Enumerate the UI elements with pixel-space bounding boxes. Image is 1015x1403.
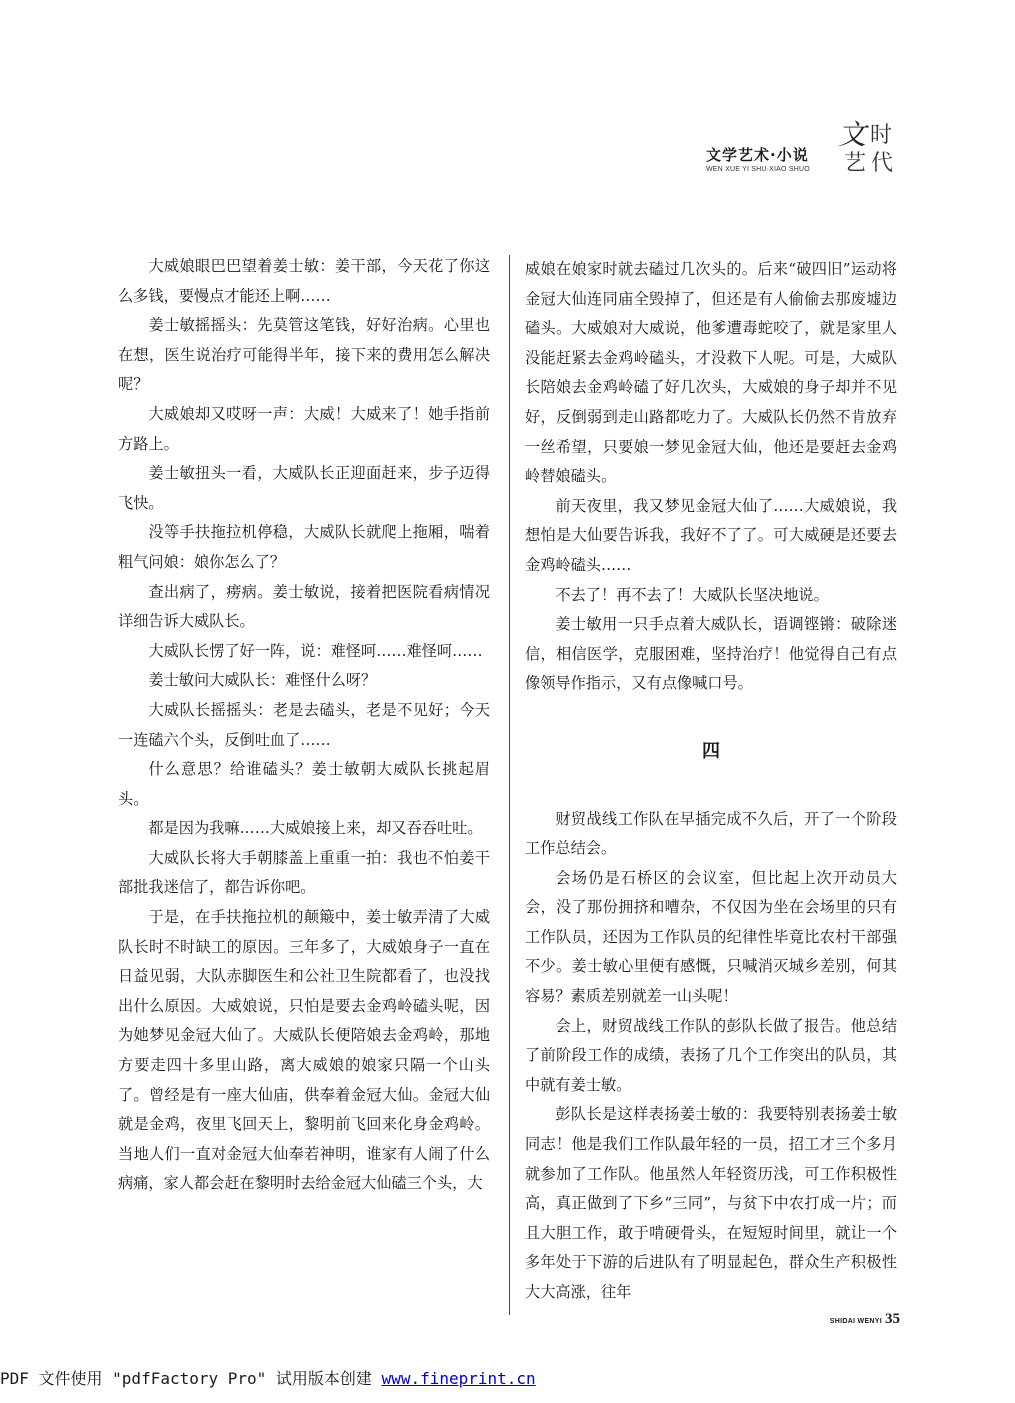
paragraph: 于是，在手扶拖拉机的颠簸中，姜士敏弄清了大威队长时不时缺工的原因。三年多了，大威娘身子一直在日益见弱，大队赤脚医生和公社卫生院都看了，也没找出什么原因。大威娘说，只怕是要去金鸡岭磕头呢，因为她梦见金冠大仙了。大威队长便陪娘去金鸡岭，那地方要走四十多里山路，离大威娘的娘家只隔一个山头了。曾经是有一座大仙庙，供奉着金冠大仙。金冠大仙就是金鸡，夜里飞回天上，黎明前飞回来化身金鸡岭。当地人们一直对金冠大仙奉若神明，谁家有人闹了什么病痛，家人都会赶在黎明时去给金冠大仙磕三个头，大	[118, 908, 490, 1193]
right-column	[525, 255, 897, 1301]
section-title: 文学艺术·小说	[706, 146, 809, 164]
page-footer	[780, 1308, 900, 1328]
paragraph: 大威队长将大手朝膝盖上重重一拍：我也不怕姜干部批我迷信了，都告诉你吧。	[118, 848, 490, 897]
paragraph: 大威娘却又哎呀一声：大威！大威来了！她手指前方路上。	[118, 404, 490, 453]
page-header	[700, 118, 900, 186]
magazine-name: SHIDAI WENYI	[829, 1318, 882, 1325]
paragraph: 姜士敏用一只手点着大威队长，语调铿锵：破除迷信，相信医学，克服困难，坚持治疗！他觉得自己有点像领导作指示，又有点像喊口号。	[525, 615, 897, 693]
paragraph: 彭队长是这样表扬姜士敏的：我要特别表扬姜士敏同志！他是我们工作队最年轻的一员，招工才三个多月就参加了工作队。他虽然人年轻资历浅，可工作积极性高，真正做到了下乡“三同”，与贫下中农打成一片；而且大胆工作，敢于啃硬骨头，在短短时间里，就让一个多年处于下游的后进队有了明显起色，群众生产积极性大大高涨，往年	[525, 1105, 897, 1301]
paragraph: 大威娘眼巴巴望着姜士敏：姜干部，今天花了你这么多钱，要慢点才能还上啊……	[118, 257, 490, 305]
logo-char-wen: 文	[838, 118, 867, 151]
pdf-note-text: PDF 文件使用 "pdfFactory Pro" 试用版本创建	[0, 1369, 382, 1388]
paragraph: 会场仍是石桥区的会议室，但比起上次开动员大会，没了那份拥挤和嘈杂，不仅因为坐在会场里的只有工作队员，还因为工作队员的纪律性毕竟比农村干部强不少。姜士敏心里便有感慨，只喊消灭城乡差别，何其容易？素质差别就差一山头呢！	[525, 868, 897, 1006]
chapter-number: 四	[702, 740, 720, 762]
paragraph: 会上，财贸战线工作队的彭队长做了报告。他总结了前阶段工作的成绩，表扬了几个工作突出的队员，其中就有姜士敏。	[525, 1016, 897, 1094]
paragraph: 大威队长愣了好一阵，说：难怪呵……难怪呵……	[148, 641, 483, 660]
paragraph: 前天夜里，我又梦见金冠大仙了……大威娘说，我想怕是大仙要告诉我，我好不了了。可大威硬是还要去金鸡岭磕头……	[525, 496, 897, 574]
paragraph: 什么意思？给谁磕头？姜士敏朝大威队长挑起眉头。	[118, 760, 490, 808]
paragraph: 姜士敏摇摇头：先莫管这笔钱，好好治病。心里也在想，医生说治疗可能得半年，接下来的费用怎么解决呢？	[118, 316, 490, 394]
paragraph: 姜士敏扭头一看，大威队长正迎面赶来，步子迈得飞快。	[118, 464, 490, 512]
paragraph: 不去了！再不去了！大威队长坚决地说。	[555, 585, 829, 604]
page-number: 35	[885, 1311, 900, 1327]
column-divider	[509, 255, 510, 1315]
paragraph: 查出病了，痨病。姜士敏说，接着把医院看病情况详细告诉大威队长。	[118, 582, 490, 631]
magazine-logo	[838, 118, 900, 174]
paragraph: 姜士敏问大威队长：难怪什么呀？	[148, 671, 377, 690]
paragraph: 都是因为我嘛……大威娘接上来，却又吞吞吐吐。	[148, 819, 483, 838]
paragraph: 财贸战线工作队在早插完成不久后，开了一个阶段工作总结会。	[525, 809, 897, 858]
logo-char-yi: 艺	[844, 151, 867, 174]
fineprint-link[interactable]: www.fineprint.cn	[381, 1369, 536, 1388]
left-column	[118, 252, 490, 1292]
section-subtitle: WEN XUE YI SHU·XIAO SHUO	[706, 166, 810, 173]
logo-char-shi: 时	[870, 123, 893, 148]
logo-char-dai: 代	[871, 151, 894, 174]
paragraph-continued: 威娘在娘家时就去磕过几次头的。后来“破四旧”运动将金冠大仙连同庙全毁掉了，但还是有人偷偷去那废墟边磕头。大威娘对大威说，他爹遭毒蛇咬了，就是家里人没能赶紧去金鸡岭磕头，才没救下人呢。可是，大威队长陪娘去金鸡岭磕了好几次头，大威娘的身子却并不见好，反倒弱到走山路都吃力了。大威队长仍然不肯放弃一丝希望，只要娘一梦见金冠大仙，他还是要赶去金鸡岭替娘磕头。	[525, 260, 897, 486]
paragraph: 大威队长摇摇头：老是去磕头，老是不见好；今天一连磕六个头，反倒吐血了……	[118, 700, 490, 749]
paragraph: 没等手扶拖拉机停稳，大威队长就爬上拖厢，喘着粗气问娘：娘你怎么了？	[118, 523, 490, 571]
pdf-watermark-note	[0, 1366, 1015, 1390]
